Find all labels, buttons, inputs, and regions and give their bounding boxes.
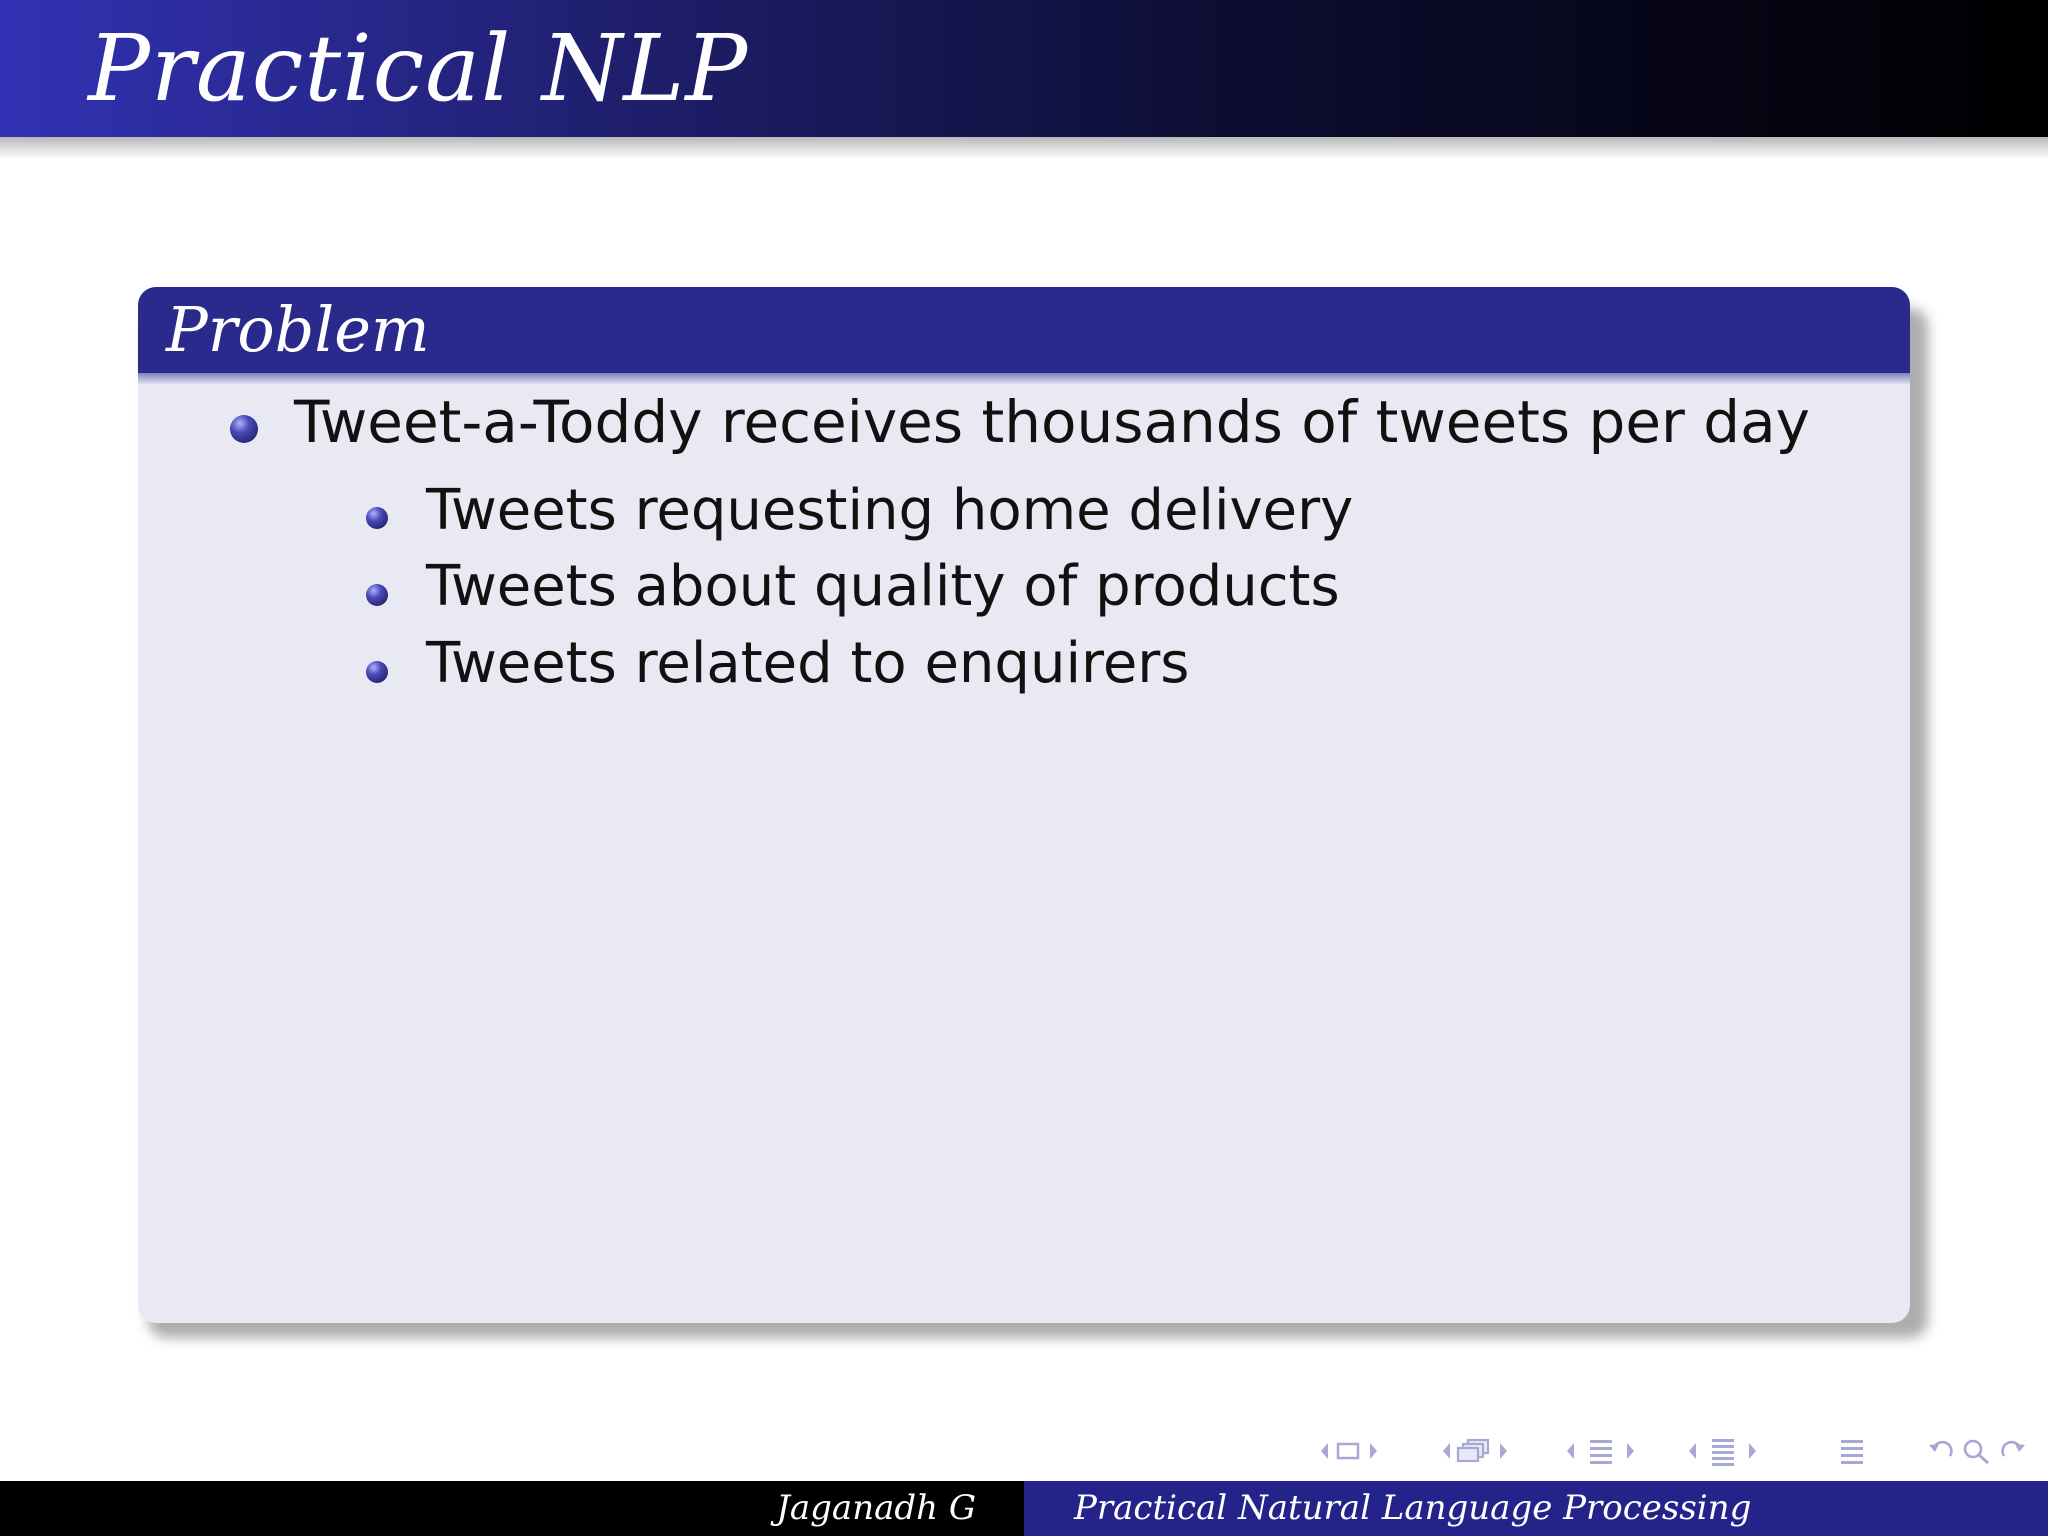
- nav-section-icon[interactable]: [1686, 1436, 1778, 1466]
- sub-bullet-item: Tweets about quality of products: [426, 554, 1340, 619]
- sub-bullet-icon: [366, 584, 388, 606]
- footer-title-bar: [1024, 1481, 2048, 1536]
- nav-frame-icon[interactable]: [1440, 1436, 1526, 1466]
- nav-subsection-icon[interactable]: [1564, 1436, 1656, 1466]
- title-bar-shadow: [0, 137, 2048, 159]
- nav-forward-icon[interactable]: [1994, 1436, 2028, 1466]
- sub-bullet-item: Tweets requesting home delivery: [426, 478, 1354, 543]
- footer-author: Jaganadh G: [776, 1488, 976, 1528]
- frame-title-bar: [0, 0, 2048, 137]
- frame-title: Practical NLP: [88, 15, 749, 122]
- sub-bullet-item: Tweets related to enquirers: [426, 631, 1190, 696]
- problem-block: [138, 287, 1910, 1323]
- nav-back-icon[interactable]: [1926, 1436, 1960, 1466]
- block-title: Problem: [166, 293, 430, 366]
- nav-first-icon[interactable]: [1318, 1436, 1390, 1466]
- bullet-icon: [230, 415, 258, 443]
- footer-talk-title: Practical Natural Language Processing: [1074, 1488, 1752, 1528]
- block-header: [138, 287, 1910, 373]
- footer-author-bar: [0, 1481, 1024, 1536]
- nav-search-icon[interactable]: [1960, 1436, 1994, 1466]
- nav-appendix-icon[interactable]: [1838, 1436, 1868, 1466]
- sub-bullet-icon: [366, 507, 388, 529]
- bullet-item: Tweet-a-Toddy receives thousands of tweets per day: [294, 388, 1810, 456]
- sub-bullet-icon: [366, 661, 388, 683]
